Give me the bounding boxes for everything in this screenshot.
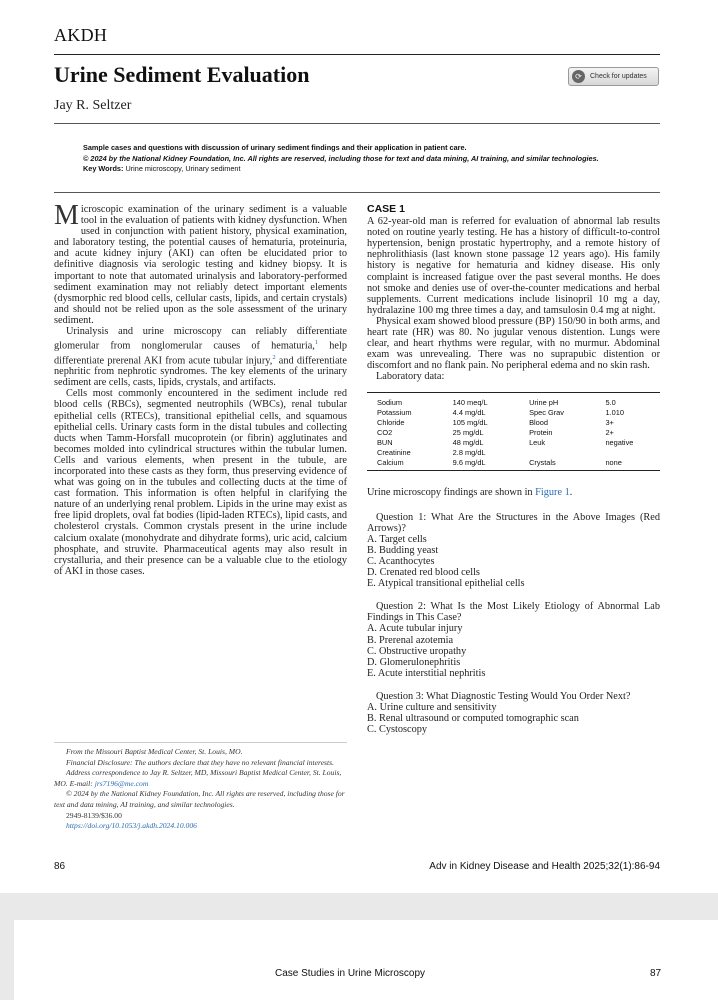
lab-cell: Sodium [377, 397, 403, 407]
lab-cell: none [605, 457, 622, 467]
lab-data-label: Laboratory data: [376, 371, 445, 383]
lab-cell: negative [605, 437, 634, 447]
question-1-option-c: C. Acanthocytes [367, 555, 435, 567]
author-name: Jay R. Seltzer [54, 98, 132, 113]
lab-cell: 4.4 mg/dL [452, 407, 486, 417]
question-3-title: Question 3: What Diagnostic Testing Would You Order Next? [376, 690, 631, 702]
lab-cell: Urine pH [529, 397, 559, 407]
lab-cell: 105 mg/dL [452, 417, 488, 427]
crossmark-icon: ⟳ [572, 70, 585, 83]
lab-row [367, 418, 660, 428]
keywords-text: Urine microscopy, Urinary sediment [125, 164, 241, 174]
reference-link-2[interactable]: 2 [272, 353, 276, 361]
lab-row [367, 458, 660, 471]
question-1-option-b: B. Budding yeast [367, 544, 439, 556]
lab-cell [595, 448, 660, 458]
footnote-copyright: © 2024 by the National Kidney Foundation, Inc. All rights are reserved, including those for text and data mining, AI training, and similar technologies. [54, 789, 345, 809]
question-1 [367, 512, 660, 590]
lab-cell: 5.0 [605, 397, 616, 407]
lab-cell: Protein [529, 427, 553, 437]
case-heading: CASE 1 [367, 203, 405, 215]
lab-cell: 2+ [605, 427, 614, 437]
page-87 [14, 920, 718, 1000]
paragraph-intro [54, 200, 347, 326]
question-2-option-a: A. Acute tubular injury [367, 623, 463, 635]
lab-cell: 2.8 mg/dL [452, 447, 486, 457]
question-1-option-d: D. Crenated red blood cells [367, 567, 480, 579]
paragraph-intro-text: icroscopic examination of the urinary sediment is a valuable tool in the evaluation of patients with kidney dysfunction. When used in conjunction with patient history, physical examination, and laboratory testing, the potential causes of hematuria, proteinuria, and acute kidney injury (AKI) can often be elucidated prior to definitive diagnosis via serologic testing and kidney biopsy. It is important to note that automated urinalysis and laboratory-performed sediment examination may not reliably detect important elements (dysmorphic red blood cells, cellular casts, lipids, and certain crystals) and should not be relied upon as the sole assessment of the urinary sediment. [54, 204, 347, 326]
lab-cell: Leuk [529, 437, 546, 447]
lab-cell: Spec Grav [529, 407, 564, 417]
footnote-correspondence-text: Address correspondence to Jay R. Seltzer, MD, Missouri Baptist Medical Center, St. Louis, MO. E-mail: [54, 768, 342, 788]
question-1-title: Question 1: What Are the Structures in the Above Images (Red Arrows)? [367, 511, 660, 534]
footnote-affiliation: From the Missouri Baptist Medical Center, St. Louis, MO. [66, 747, 243, 756]
drop-cap: M [54, 200, 79, 231]
question-3-option-a: A. Urine culture and sensitivity [367, 702, 497, 713]
lab-cell: Potassium [377, 407, 412, 417]
doi-link[interactable]: https://doi.org/10.1053/j.akdh.2024.10.006 [66, 821, 197, 831]
question-2 [367, 601, 660, 679]
lab-cell: BUN [377, 437, 393, 447]
paragraph-urinalysis-part2: help differentiate prerenal AKI from acute tubular injury, [54, 340, 347, 367]
footnote-doi [54, 821, 347, 832]
lab-row [367, 428, 660, 438]
lab-cell: Crystals [529, 457, 556, 467]
reference-link-1[interactable]: 1 [314, 339, 319, 347]
microscopy-sentence: Urine microscopy findings are shown in Figure 1. [367, 486, 573, 498]
lab-row [367, 392, 660, 408]
keywords [83, 164, 643, 175]
lab-cell: Calcium [377, 457, 404, 467]
author-rule [54, 123, 660, 124]
question-2-option-e: E. Acute interstitial nephritis [367, 667, 486, 679]
lab-data-table [367, 392, 660, 471]
case-history: A 62-year-old man is referred for evaluation of abnormal lab results noted on routine yearly testing. He has a history of difficult-to-control hypertension, benign prostatic hypertrophy, and a remote history of nephrolithiasis (last known stone passage 12 years ago). His family history is negative for hematuria and kidney disease. His only complaint is increased fatigue over the past several months. He does not smoke and denies use of over-the-counter medications and herbal supplements. Current medications include lisinopril 10 mg a day, hydralazine 100 mg three times a day, and tamsulosin 0.4 mg at night. [367, 216, 660, 316]
header-rule [54, 54, 660, 55]
lab-cell: CO2 [377, 427, 393, 437]
question-2-title: Question 2: What Is the Most Likely Etiology of Abnormal Lab Findings in This Case? [367, 601, 660, 624]
page-number: 86 [54, 861, 66, 872]
article-title: Urine Sediment Evaluation [54, 62, 310, 87]
footnote-correspondence [54, 768, 347, 789]
lab-row [367, 408, 660, 418]
question-2-option-b: B. Prerenal azotemia [367, 634, 454, 646]
abstract-description: Sample cases and questions with discussion of urinary sediment findings and their application in patient care. [83, 143, 467, 152]
question-1-option-e: E. Atypical transitional epithelial cells [367, 578, 525, 590]
keywords-label: Key Words: [83, 164, 124, 174]
lab-cell [519, 448, 595, 458]
lab-cell: 25 mg/dL [452, 427, 484, 437]
paragraph-cells: Cells most commonly encountered in the sediment include red blood cells (RBCs), segmented neutrophils (WBCs), renal tubular epithelial cells (RTECs), transitional epithelial cells, and squamous epithelial cells. Urinary casts form in the distal tubules and collecting ducts when Tamm-Horsfall mucoprotein (or fibrin) agglutinates and becomes molded into cylindrical structures within the tubular lumen. Cells and various elements, when present in the tubule, are incorporated into these casts as they form, thus preserving evidence of what was going on in the tubules and collecting ducts at the time of cast formation. This information is often helpful in clarifying the nature of an underlying renal problem. Lipids in the urine may exist as free lipid droplets, oval fat bodies (lipid-laden RTECs), lipid casts, and cholesterol crystals. Common crystals present in the urine include calcium oxalate (monohydrate and dihydrate forms), uric acid, calcium phosphate, and struvite. Pharmaceutical agents may also result in crystalluria, and their presence can be a valuable clue to the etiology of AKI in those cases. [54, 388, 347, 577]
question-1-option-a: A. Target cells [367, 533, 427, 545]
lab-cell: 3+ [605, 417, 614, 427]
lab-cell: 9.6 mg/dL [452, 457, 486, 467]
question-3-option-b: B. Renal ultrasound or computed tomographic scan [367, 713, 579, 725]
footnote-issn: 2949-8139/$36.00 [66, 810, 122, 820]
running-title: Case Studies in Urine Microscopy [275, 968, 426, 979]
case-exam: Physical exam showed blood pressure (BP) 150/90 in both arms, and heart rate (HR) was 80. No jugular venous distention. Lungs were clear, and heart rhythms were regular, with no murmur. Abdominal exam was unrevealing. There was no suprapubic distention or discomfort and no flank pain. No peripheral edema and no skin rash. [367, 315, 660, 372]
lab-row [367, 448, 660, 458]
lab-cell: 1.010 [605, 407, 624, 417]
question-3 [367, 691, 660, 735]
abstract-copyright: © 2024 by the National Kidney Foundation, Inc. All rights are reserved, including those for text and data mining, AI training, and similar technologies. [83, 153, 599, 163]
check-for-updates-button[interactable] [568, 67, 659, 86]
body-left-column [54, 200, 347, 577]
figure-1-link[interactable]: Figure 1 [535, 486, 570, 498]
lab-cell: 140 meq/L [452, 397, 488, 407]
microscopy-text: Urine microscopy findings are shown in [367, 486, 533, 498]
footnote-disclosure: Financial Disclosure: The authors declare that they have no relevant financial interests. [66, 757, 334, 767]
body-right-column [367, 204, 660, 735]
lab-cell: Blood [529, 417, 548, 427]
abstract [83, 143, 643, 175]
paragraph-urinalysis-part3: and differentiate nephritic from nephrotic syndromes. The key elements of the urinary sediment are cells, casts, lipids, crystals, and artifacts. [54, 355, 347, 389]
abstract-rule [54, 192, 660, 193]
paragraph-urinalysis-part1: Urinalysis and urine microscopy can reliably differentiate glomerular from nonglomerular causes of hematuria, [54, 326, 347, 352]
next-page-number: 87 [650, 968, 662, 979]
lab-cell: 48 mg/dL [452, 437, 484, 447]
journal-citation: Adv in Kidney Disease and Health 2025;32(1):86-94 [429, 861, 660, 872]
email-link[interactable]: jrs7196@me.com [94, 778, 149, 788]
lab-cell: Creatinine [377, 447, 411, 457]
question-3-option-c: C. Cystoscopy [367, 724, 428, 736]
question-2-option-c: C. Obstructive uropathy [367, 645, 467, 657]
question-2-option-d: D. Glomerulonephritis [367, 656, 461, 668]
paragraph-urinalysis [54, 326, 347, 388]
check-for-updates-label: Check for updates [590, 73, 647, 80]
lab-row [367, 438, 660, 448]
lab-cell: Chloride [377, 417, 405, 427]
footnotes [54, 742, 347, 832]
journal-name: AKDH [54, 25, 108, 45]
